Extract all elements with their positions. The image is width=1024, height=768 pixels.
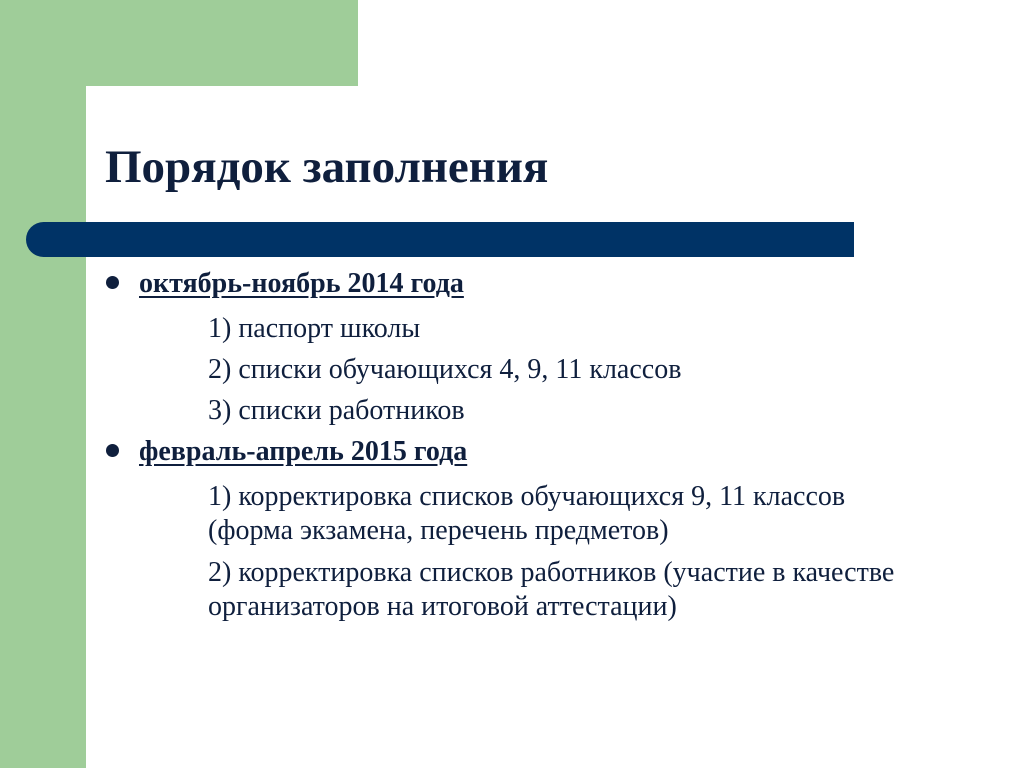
bullet-heading: февраль-апрель 2015 года (139, 436, 468, 467)
list-item: 3) списки работников (208, 395, 465, 426)
list-item: 2) списки обучающихся 4, 9, 11 классов (208, 354, 682, 385)
bullet-heading: октябрь-ноябрь 2014 года (139, 268, 464, 299)
list-item: 1) корректировка списков обучающихся 9, 11 классов (форма экзамена, перечень предметов) (208, 481, 846, 546)
green-side-band (0, 0, 86, 768)
slide-title: Порядок заполнения (105, 141, 549, 193)
content-corner (86, 86, 146, 146)
list-item: 2) корректировка списков работников (участие в качестве организаторов на итоговой аттестации) (208, 557, 895, 622)
list-item: 1) паспорт школы (208, 313, 421, 344)
bullet-period-2 (106, 436, 467, 468)
green-top-band (0, 0, 358, 86)
bullet-period-1 (106, 268, 464, 300)
bullet-dot-icon (106, 276, 119, 289)
bullet-dot-icon (106, 444, 119, 457)
title-underline-bar (26, 222, 854, 257)
